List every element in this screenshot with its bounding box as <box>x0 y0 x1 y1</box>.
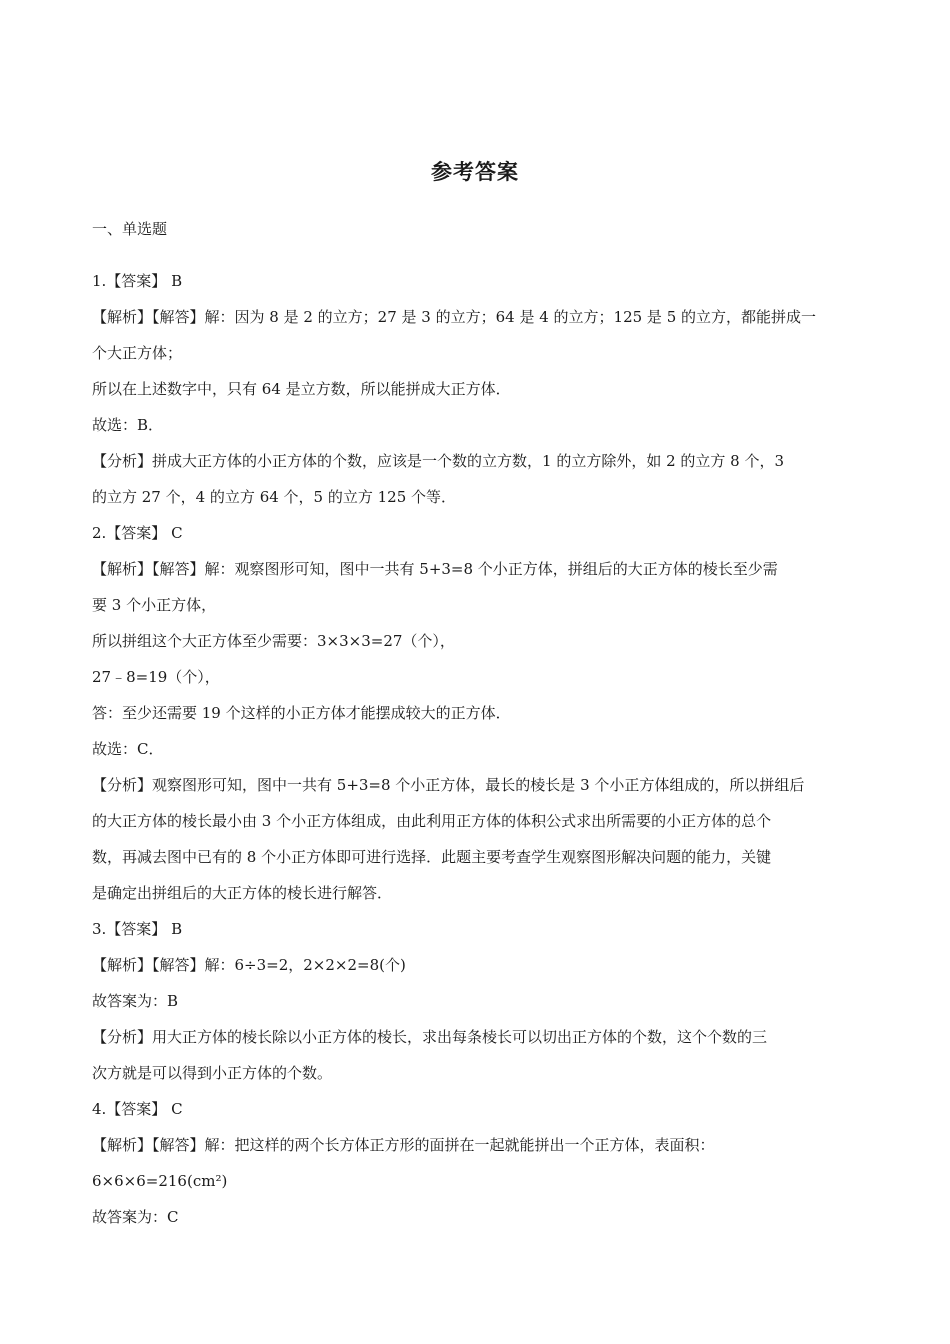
answer-line: 故选：B． <box>92 416 164 434</box>
answer-line: 1.【答案】 B <box>92 272 183 290</box>
answer-line: 数，再减去图中已有的 8 个小正方体即可进行选择．此题主要考查学生观察图形解决问题的能力，关键 <box>92 848 772 866</box>
answer-line: 故答案为：C <box>92 1208 179 1226</box>
section-heading: 一、单选题 <box>92 220 168 238</box>
answer-line: 答：至少还需要 19 个这样的小正方体才能摆成较大的正方体． <box>92 704 511 722</box>
answer-line: 【解析】【解答】解：6÷3=2，2×2×2=8(个) <box>92 956 406 974</box>
answer-line: 所以在上述数字中，只有 64 是立方数，所以能拼成大正方体． <box>92 380 511 398</box>
answer-line: 是确定出拼组后的大正方体的棱长进行解答． <box>92 884 393 902</box>
answer-line: 次方就是可以得到小正方体的个数。 <box>92 1064 333 1082</box>
answer-line: 所以拼组这个大正方体至少需要：3×3×3=27（个）， <box>92 632 455 650</box>
answer-line: 要 3 个小正方体， <box>92 596 217 614</box>
answer-line: 【分析】拼成大正方体的小正方体的个数，应该是一个数的立方数，1 的立方除外，如 2 的立方 8 个，3 <box>92 452 785 470</box>
answer-line: 3.【答案】 B <box>92 920 183 938</box>
answer-line: 的立方 27 个，4 的立方 64 个，5 的立方 125 个等． <box>92 488 457 506</box>
answer-line: 故选：C． <box>92 740 164 758</box>
answer-line: 的大正方体的棱长最小由 3 个小正方体组成，由此利用正方体的体积公式求出所需要的小正方体的总个 <box>92 812 772 830</box>
answer-line: 故答案为：B <box>92 992 179 1010</box>
answer-line: 【分析】用大正方体的棱长除以小正方体的棱长，求出每条棱长可以切出正方体的个数，这个个数的三 <box>92 1028 768 1046</box>
answer-line: 4.【答案】 C <box>92 1100 183 1118</box>
answer-line: 【解析】【解答】解：观察图形可知，图中一共有 5+3=8 个小正方体，拼组后的大正方体的棱长至少需 <box>92 560 778 578</box>
page-title: 参考答案 <box>431 159 519 184</box>
answer-line: 个大正方体； <box>92 344 183 362</box>
answer-line: 【解析】【解答】解：把这样的两个长方体正方形的面拼在一起就能拼出一个正方体，表面积： <box>92 1136 715 1154</box>
answer-line: 6×6×6=216(cm²) <box>92 1172 228 1190</box>
answer-content <box>92 263 862 1235</box>
answer-line: 【分析】观察图形可知，图中一共有 5+3=8 个小正方体，最长的棱长是 3 个小正方体组成的，所以拼组后 <box>92 776 805 794</box>
answer-line: 2.【答案】 C <box>92 524 183 542</box>
answer-line: 27﹣8=19（个）， <box>92 668 220 686</box>
answer-line: 【解析】【解答】解：因为 8 是 2 的立方；27 是 3 的立方；64 是 4 的立方；125 是 5 的立方，都能拼成一 <box>92 308 817 326</box>
